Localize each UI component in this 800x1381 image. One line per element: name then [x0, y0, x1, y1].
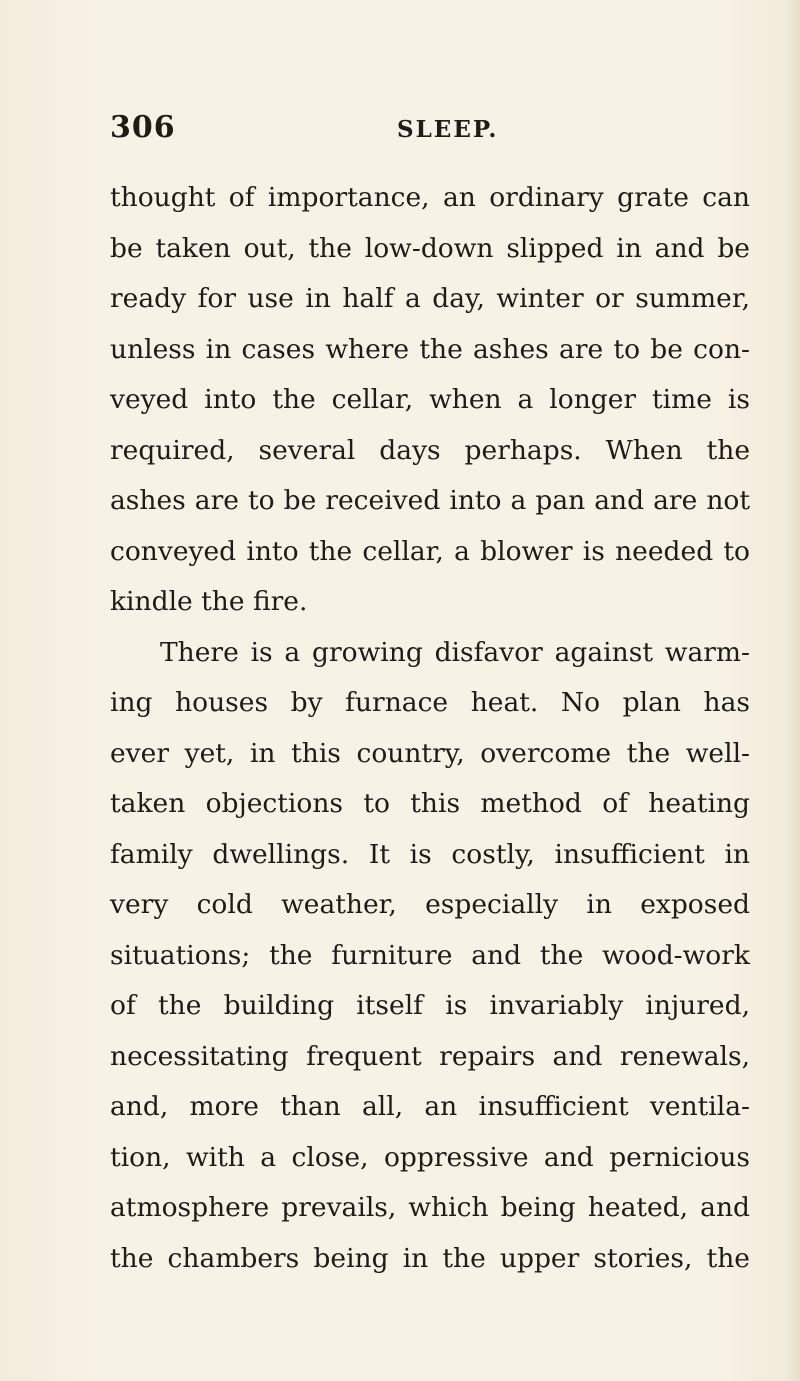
- text-line: ashes are to be received into a pan and are not: [110, 485, 750, 516]
- text-line: taken objections to this method of heating: [110, 788, 750, 819]
- text-line: of the building itself is invariably injured,: [110, 990, 750, 1021]
- text-line: ever yet, in this country, overcome the well-: [110, 737, 750, 769]
- text-line: required, several days perhaps. When the: [110, 434, 750, 466]
- page-edge-shadow: [786, 0, 800, 1381]
- text-line: ing houses by furnace heat. No plan has: [110, 687, 750, 718]
- text-line: necessitating frequent repairs and renewals,: [110, 1040, 750, 1072]
- text-line: ready for use in half a day, winter or summer,: [110, 283, 750, 314]
- text-line: very cold weather, especially in exposed: [110, 889, 750, 920]
- text-line: be taken out, the low-down slipped in and be: [110, 232, 750, 264]
- paragraph-start-line: There is a growing disfavor against warm-: [160, 636, 750, 668]
- text-line: and, more than all, an insufficient ventila-: [110, 1091, 750, 1122]
- text-line: situations; the furniture and the wood-work: [110, 939, 750, 971]
- text-line: thought of importance, an ordinary grate can: [110, 182, 750, 213]
- running-head: [0, 108, 800, 148]
- page-number: 306: [110, 110, 176, 145]
- text-line: family dwellings. It is costly, insufficient in: [110, 838, 750, 870]
- paragraph-end-line: kindle the fire.: [110, 586, 308, 617]
- text-line: tion, with a close, oppressive and pernicious: [110, 1141, 750, 1173]
- text-line: veyed into the cellar, when a longer time is: [110, 384, 750, 415]
- text-line: unless in cases where the ashes are to be con-: [110, 333, 750, 365]
- running-title: SLEEP.: [397, 116, 499, 143]
- text-line: atmosphere prevails, which being heated, and: [110, 1192, 750, 1223]
- text-line: conveyed into the cellar, a blower is needed to: [110, 535, 750, 567]
- body-text: [110, 173, 750, 1284]
- text-line: the chambers being in the upper stories, the: [110, 1242, 750, 1274]
